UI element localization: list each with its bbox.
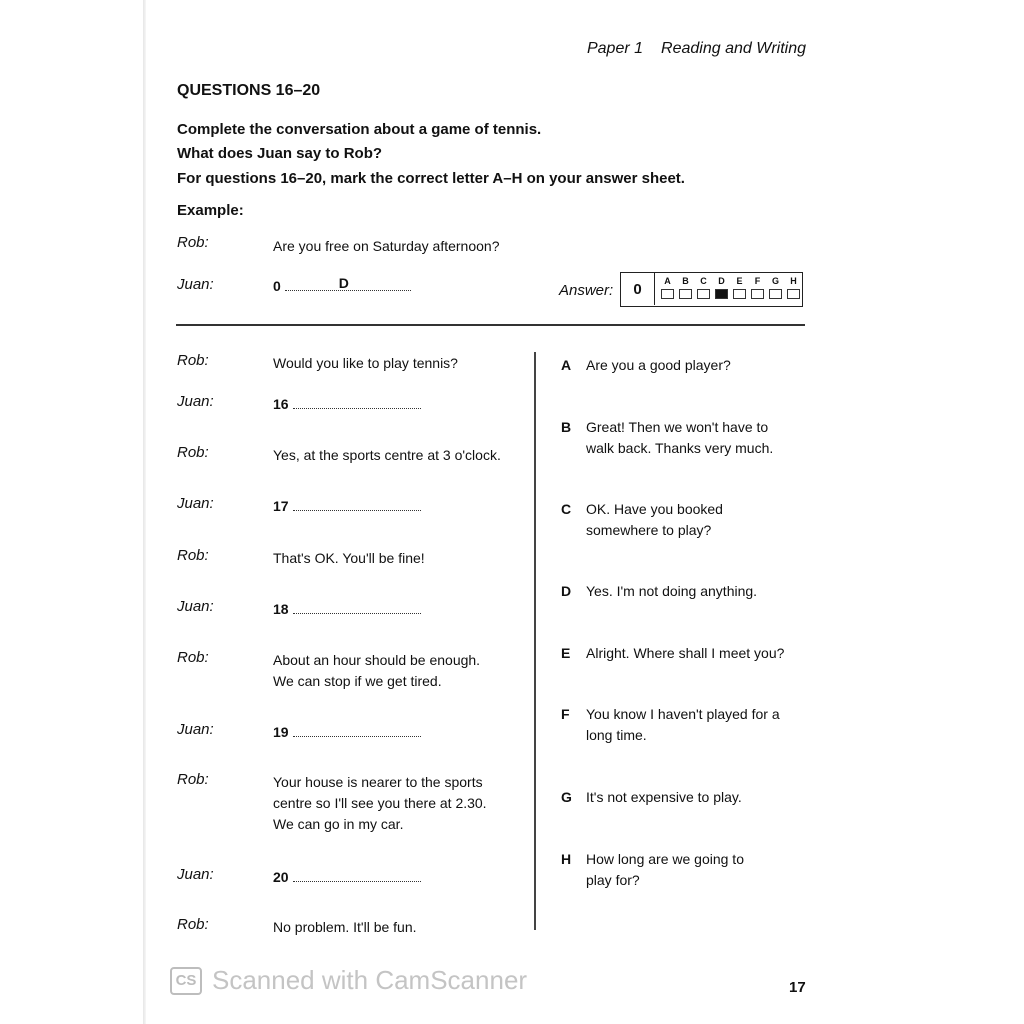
answer-letter-option (696, 276, 711, 299)
page-header (587, 40, 806, 58)
option-e (561, 643, 784, 664)
option-letter: D (561, 583, 572, 599)
speaker-label: Rob: (177, 352, 209, 369)
answer-box-empty (787, 289, 800, 299)
option-text-line: play for? (586, 872, 640, 888)
example-label: Example: (177, 202, 244, 219)
page-edge (143, 0, 146, 1024)
instruction-line: Complete the conversation about a game of tennis. (177, 121, 542, 138)
option-text-line: How long are we going to (586, 851, 744, 867)
answer-blank (293, 498, 421, 511)
speaker-label: Rob: (177, 444, 209, 461)
answer-letter-option (714, 276, 729, 299)
dialogue-text: Would you like to play tennis? (273, 355, 458, 371)
answer-letter-option (660, 276, 675, 299)
option-letter: E (561, 645, 571, 661)
question-number: 17 (273, 498, 289, 514)
dialogue-line (273, 548, 425, 569)
answer-blank (293, 601, 421, 614)
option-letter: G (561, 789, 572, 805)
paper-label: Paper 1 (586, 40, 644, 57)
option-text-line: somewhere to play? (586, 522, 712, 538)
option-letter: F (561, 706, 570, 722)
answer-blank (293, 724, 421, 737)
dialogue-text: Yes, at the sports centre at 3 o'clock. (273, 447, 501, 463)
instruction-line: For questions 16–20, mark the correct letter A–H on your answer sheet. (177, 170, 685, 187)
watermark-text: Scanned with CamScanner (212, 965, 528, 995)
question-number: 20 (273, 869, 289, 885)
answer-blank (293, 396, 421, 409)
option-text-line: walk back. Thanks very much. (586, 440, 774, 456)
answer-blank (293, 869, 421, 882)
answer-box-empty (697, 289, 710, 299)
answer-letter: C (700, 276, 707, 286)
questions-title: QUESTIONS 16–20 (177, 82, 321, 99)
speaker-label: Rob: (177, 547, 209, 564)
speaker-label: Juan: (177, 495, 214, 512)
dialogue-text: We can go in my car. (273, 816, 404, 832)
option-text-line: It's not expensive to play. (586, 789, 742, 805)
option-text-line: OK. Have you booked (586, 501, 723, 517)
example-answer-letter: D (338, 275, 349, 291)
answer-letter-option (786, 276, 801, 299)
option-f (561, 704, 780, 746)
answer-letter-option (732, 276, 747, 299)
option-g (561, 787, 742, 808)
answer-letter: F (754, 276, 761, 286)
answer-letter: G (771, 276, 779, 286)
speaker-label: Rob: (177, 916, 209, 933)
option-text (586, 849, 744, 891)
column-divider (534, 352, 536, 930)
divider (176, 324, 805, 326)
option-h (561, 849, 744, 891)
speaker-label: Rob: (177, 234, 209, 251)
answer-gap (273, 722, 421, 743)
option-text-line: long time. (586, 727, 647, 743)
option-text-line: Alright. Where shall I meet you? (586, 645, 785, 661)
answer-letter-option (750, 276, 765, 299)
question-number: 16 (273, 396, 289, 412)
option-text (586, 417, 773, 459)
option-text-line: Are you a good player? (586, 357, 731, 373)
answer-letter: D (718, 276, 725, 286)
dialogue-text: About an hour should be enough. (273, 652, 481, 668)
answer-blank (285, 276, 411, 291)
dialogue-line (273, 353, 458, 374)
option-letter: C (561, 501, 572, 517)
question-number: 18 (273, 601, 289, 617)
option-text (586, 499, 723, 541)
speaker-label: Juan: (177, 598, 214, 615)
speaker-label: Juan: (177, 393, 214, 410)
option-c (561, 499, 723, 541)
option-d (561, 581, 757, 602)
answer-box-empty (679, 289, 692, 299)
option-text-line: Yes. I'm not doing anything. (586, 583, 758, 599)
option-letter: A (561, 357, 572, 373)
page-number: 17 (789, 979, 806, 996)
camscanner-watermark (170, 965, 527, 996)
dialogue-line (273, 445, 501, 466)
speaker-label: Juan: (177, 866, 214, 883)
option-letter: H (561, 851, 572, 867)
answer-box-empty (733, 289, 746, 299)
dialogue-line (273, 650, 480, 692)
dialogue-text: We can stop if we get tired. (273, 673, 442, 689)
dialogue-text: centre so I'll see you there at 2.30. (273, 795, 487, 811)
speaker-label: Juan: (177, 276, 214, 293)
speaker-label: Rob: (177, 649, 209, 666)
option-text-line: You know I haven't played for a (586, 706, 780, 722)
option-text (586, 643, 784, 664)
option-b (561, 417, 773, 459)
answer-letter: E (736, 276, 743, 286)
option-text (586, 355, 731, 376)
question-number: 19 (273, 724, 289, 740)
answer-gap (273, 867, 421, 888)
camscanner-logo-icon: CS (170, 967, 202, 995)
section-label: Reading and Writing (661, 40, 806, 57)
answer-grid-number: 0 (621, 273, 655, 305)
answer-box-empty (661, 289, 674, 299)
option-text-line: Great! Then we won't have to (586, 419, 769, 435)
answer-box-empty (751, 289, 764, 299)
option-a (561, 355, 731, 376)
answer-letter: H (790, 276, 797, 286)
answer-box-marked (715, 289, 728, 299)
option-text (586, 787, 742, 808)
option-text (586, 704, 780, 746)
dialogue-text: Your house is nearer to the sports (273, 774, 483, 790)
question-number: 0 (273, 278, 281, 294)
dialogue-text: No problem. It'll be fun. (273, 919, 417, 935)
dialogue-text: That's OK. You'll be fine! (273, 550, 425, 566)
dialogue-line (273, 772, 487, 835)
answer-gap (273, 394, 421, 415)
speaker-label: Rob: (177, 771, 209, 788)
answer-letter: B (682, 276, 689, 286)
speaker-label: Juan: (177, 721, 214, 738)
answer-gap (273, 599, 421, 620)
answer-letter-boxes (660, 276, 801, 299)
answer-grid (620, 272, 803, 307)
option-text (586, 581, 757, 602)
instruction-line: What does Juan say to Rob? (177, 145, 383, 162)
answer-label: Answer: (559, 282, 614, 299)
answer-box-empty (769, 289, 782, 299)
answer-gap (273, 496, 421, 517)
example-juan-line (273, 276, 411, 297)
answer-letter: A (664, 276, 671, 286)
dialogue-line (273, 917, 417, 938)
example-rob-line: Are you free on Saturday afternoon? (273, 238, 500, 254)
answer-letter-option (768, 276, 783, 299)
answer-letter-option (678, 276, 693, 299)
option-letter: B (561, 419, 572, 435)
